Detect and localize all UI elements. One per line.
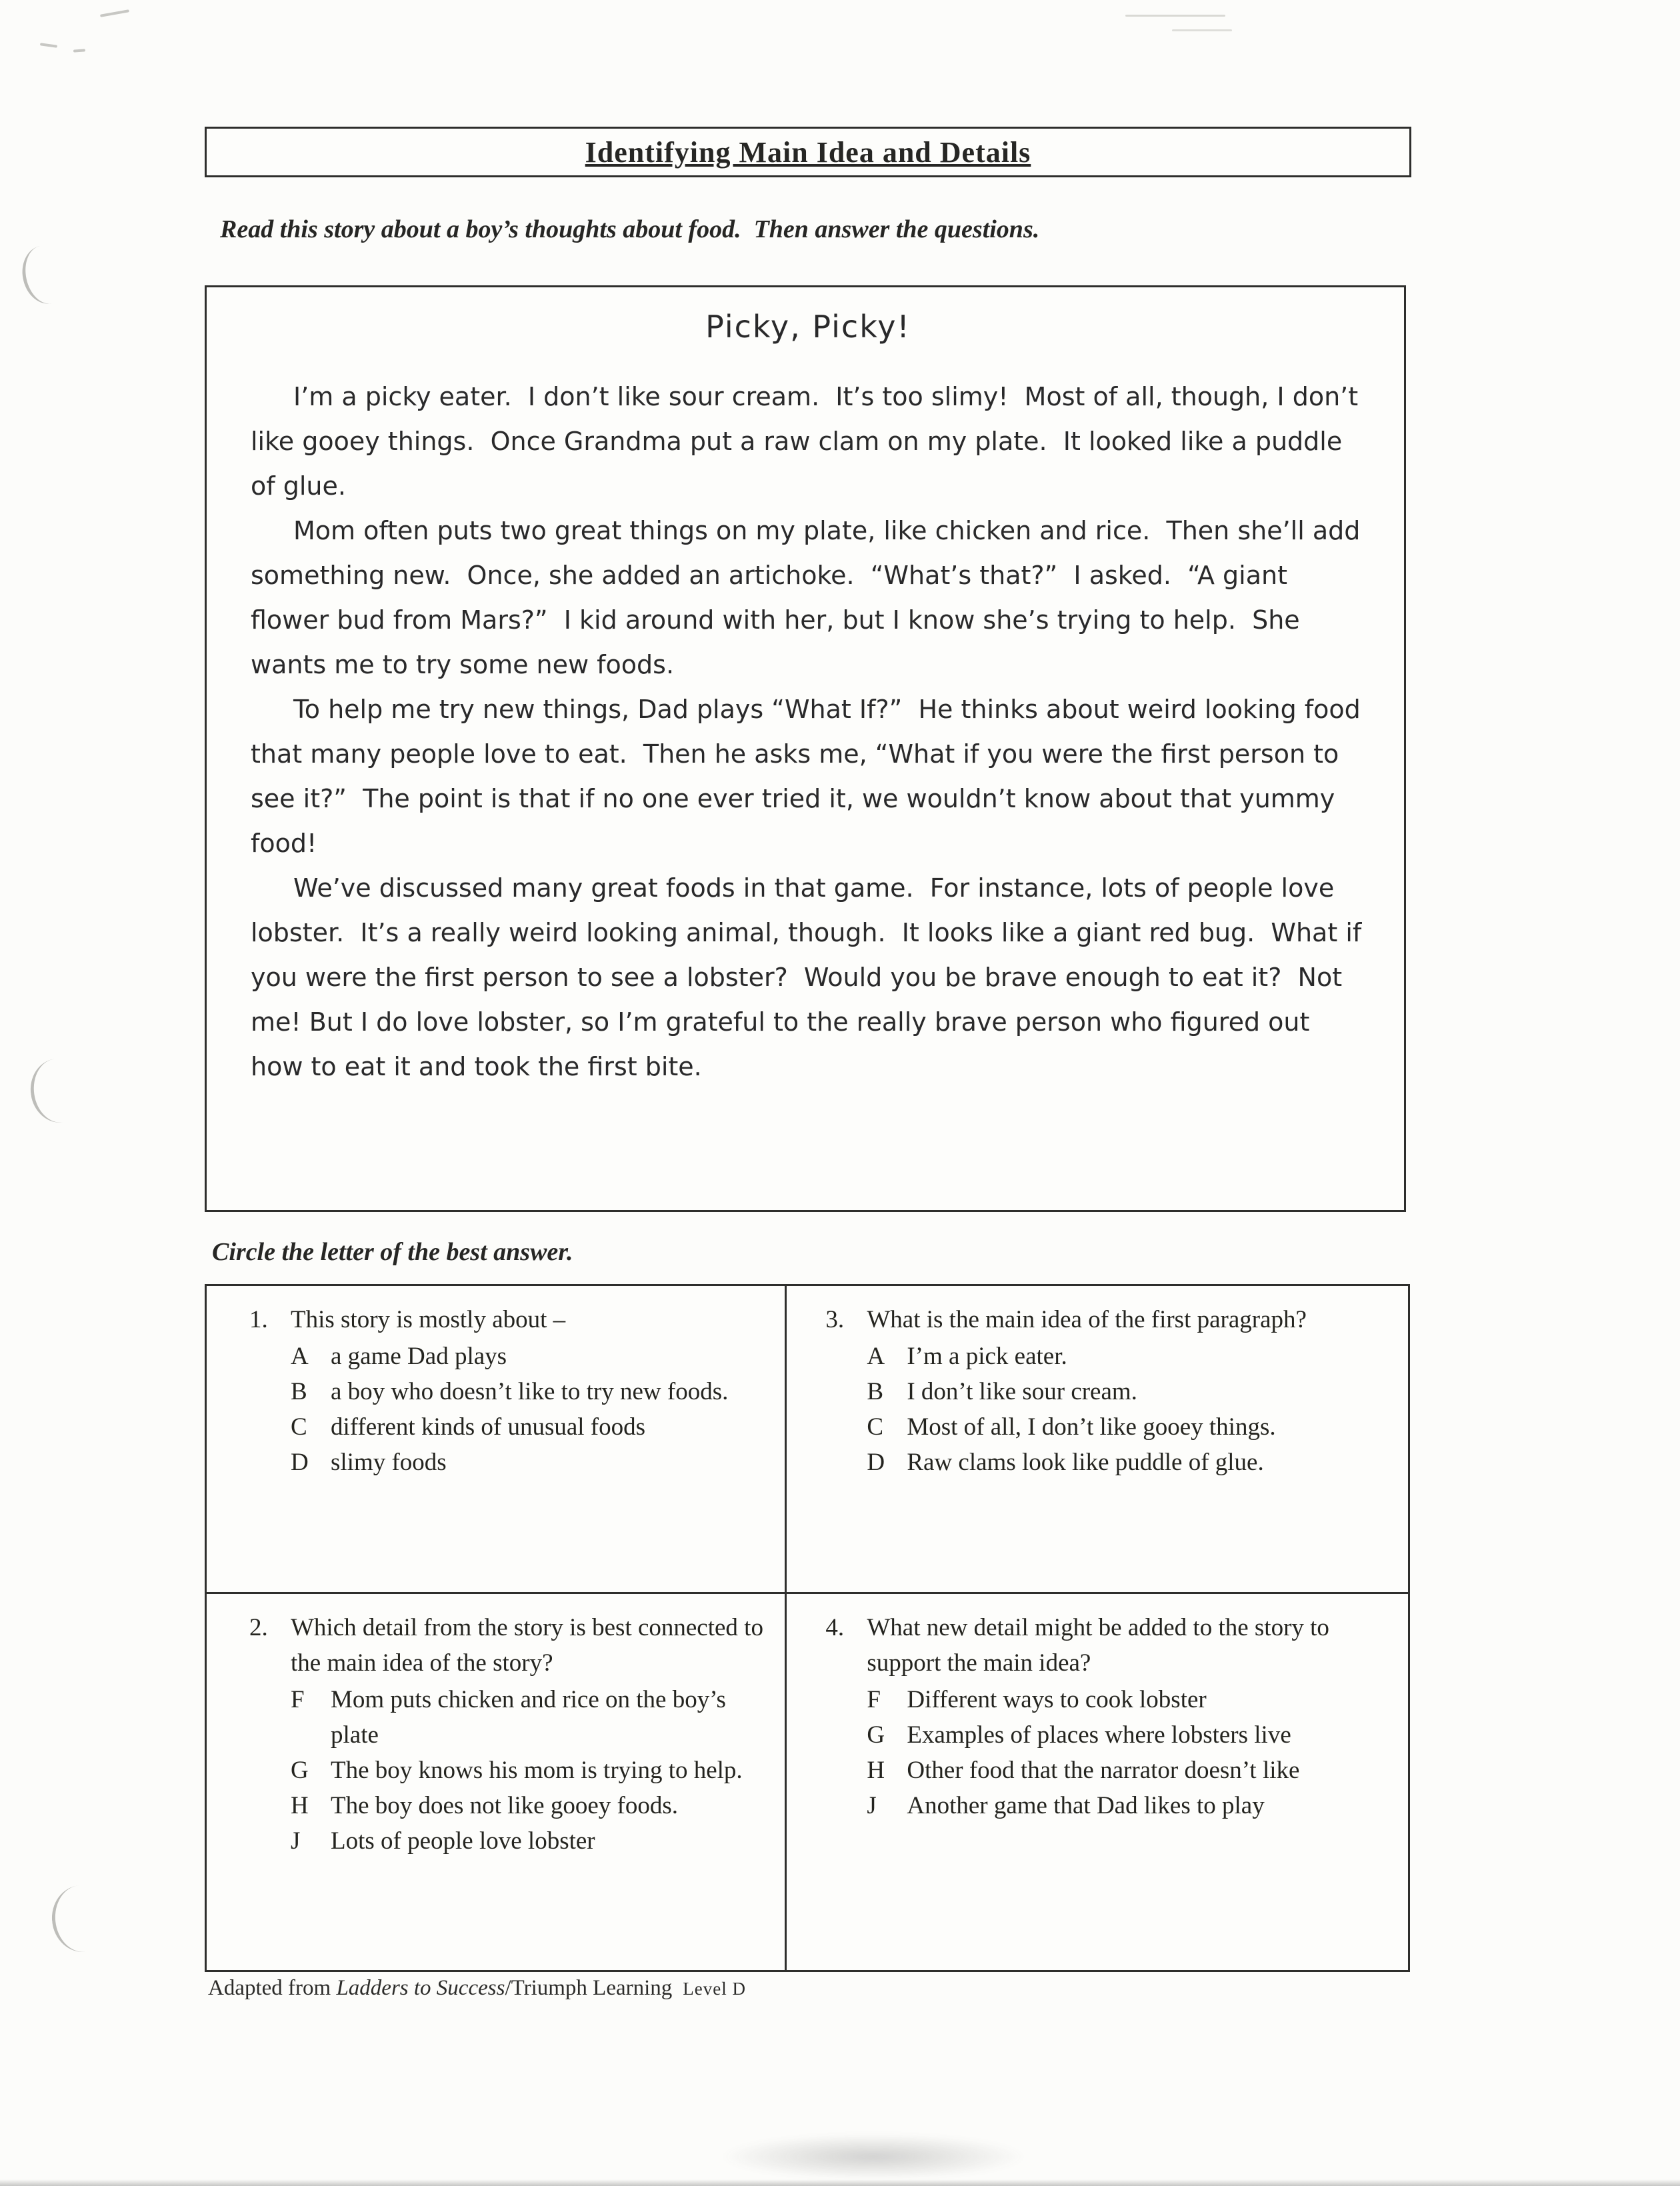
scan-artifact-pencil-mark	[73, 49, 85, 52]
question-1-choices	[291, 1339, 767, 1480]
question-4	[787, 1594, 1408, 1970]
page-title: Identifying Main Idea and Details	[585, 135, 1031, 169]
choice-letter: H	[291, 1791, 309, 1819]
choice-letter: C	[291, 1413, 307, 1441]
question-1	[207, 1286, 787, 1594]
question-1-head	[249, 1302, 767, 1337]
scan-artifact-curve	[49, 1883, 115, 1955]
choice-text: a game Dad plays	[331, 1343, 507, 1370]
attribution-suffix: /Triumph Learning	[505, 1976, 673, 2000]
choice-text: I don’t like sour cream.	[907, 1378, 1137, 1405]
choice-letter: F	[867, 1685, 881, 1713]
choice-letter: B	[291, 1378, 307, 1405]
choice-text: different kinds of unusual foods	[331, 1413, 646, 1441]
question-3	[787, 1286, 1408, 1594]
question-2-head	[249, 1610, 767, 1681]
story-paragraph: Mom often puts two great things on my plate, like chicken and rice. Then she’ll add something new. Once, she added an artichoke. “What’s that?” I asked. “A giant flower bud from Mars?” I kid around with her, but I know she’s trying to help. She wants me to try some new foods.	[251, 516, 1369, 680]
choice	[291, 1823, 767, 1859]
choice-text: Different ways to cook lobster	[907, 1685, 1207, 1713]
choice-letter: J	[867, 1791, 877, 1819]
choice-letter: D	[291, 1449, 309, 1476]
scan-artifact-smudge-line	[1125, 15, 1225, 17]
choice-letter: C	[867, 1413, 884, 1441]
choice	[867, 1445, 1391, 1480]
questions-table	[205, 1284, 1410, 1972]
question-number: 1.	[249, 1306, 268, 1333]
question-number: 2.	[249, 1613, 268, 1641]
question-4-head	[825, 1610, 1391, 1681]
scan-artifact-pencil-mark	[100, 9, 129, 17]
attribution-prefix: Adapted from	[208, 1976, 337, 2000]
choice-text: Another game that Dad likes to play	[907, 1791, 1265, 1819]
choice	[291, 1409, 767, 1445]
question-4-choices	[867, 1682, 1391, 1823]
choice	[867, 1717, 1391, 1753]
scan-edge-shadow	[0, 2179, 1680, 2186]
choice-text: Most of all, I don’t like gooey things.	[907, 1413, 1276, 1441]
story-paragraph: To help me try new things, Dad plays “What If?” He thinks about weird looking food that many people love to eat. Then he asks me, “What if you were the first person to see it?” The point is that if no one ever tried it, we wouldn’t know about that yummy food!	[251, 695, 1369, 859]
reading-instruction: Read this story about a boy’s thoughts about food. Then answer the questions.	[220, 215, 1040, 243]
choice	[291, 1682, 767, 1753]
choice-letter: G	[867, 1721, 885, 1749]
question-2	[207, 1594, 787, 1970]
choice-text: I’m a pick eater.	[907, 1343, 1067, 1370]
choice-text: The boy does not like gooey foods.	[331, 1791, 678, 1819]
scan-artifact-smudge-line	[1172, 29, 1232, 31]
choice	[867, 1788, 1391, 1823]
question-prompt: This story is mostly about –	[291, 1306, 566, 1333]
question-prompt: What is the main idea of the first paragraph?	[867, 1306, 1307, 1333]
choice	[291, 1788, 767, 1823]
choice	[291, 1445, 767, 1480]
choice	[291, 1374, 767, 1409]
question-number: 4.	[825, 1613, 845, 1641]
choice-text: Other food that the narrator doesn’t like	[907, 1756, 1300, 1784]
choice-letter: A	[867, 1343, 885, 1370]
story-paragraph: We’ve discussed many great foods in that game. For instance, lots of people love lobster. It’s a really weird looking animal, though. It looks like a giant red bug. What if you were the first person to see a lobster? Would you be brave enough to eat it? Not me! But I do love lobster, so I’m grateful to the really brave person who figured out how to eat it and took the first bite.	[251, 873, 1370, 1082]
choice	[867, 1374, 1391, 1409]
worksheet-title-box	[205, 127, 1411, 177]
choice	[291, 1339, 767, 1374]
choice	[867, 1753, 1391, 1788]
choice-text: slimy foods	[331, 1449, 447, 1476]
question-prompt: Which detail from the story is best connected to the main idea of the story?	[291, 1613, 763, 1677]
choice-letter: G	[291, 1756, 309, 1784]
answer-instruction: Circle the letter of the best answer.	[212, 1238, 573, 1266]
scan-artifact-curve	[27, 1055, 91, 1127]
choice-text: Mom puts chicken and rice on the boy’s plate	[331, 1685, 726, 1749]
choice-letter: H	[867, 1756, 885, 1784]
question-2-choices	[291, 1682, 767, 1859]
choice	[867, 1409, 1391, 1445]
choice-text: a boy who doesn’t like to try new foods.	[331, 1378, 729, 1405]
question-3-head	[825, 1302, 1391, 1337]
choice-letter: A	[291, 1343, 309, 1370]
choice	[867, 1682, 1391, 1717]
choice-letter: J	[291, 1827, 301, 1855]
story-paragraph: I’m a picky eater. I don’t like sour cream. It’s too slimy! Most of all, though, I don’t like gooey things. Once Grandma put a raw clam on my plate. It looked like a puddle of glue.	[251, 382, 1367, 501]
story-box	[205, 285, 1406, 1212]
choice-text: Lots of people love lobster	[331, 1827, 595, 1855]
attribution-source: Ladders to Success	[336, 1976, 505, 2000]
scan-artifact-curve	[17, 241, 75, 309]
story-title: Picky, Picky!	[705, 309, 911, 345]
attribution-level: Level D	[683, 1979, 747, 1999]
choice-text: Examples of places where lobsters live	[907, 1721, 1291, 1749]
scan-artifact-smudge	[720, 2133, 1027, 2180]
choice-letter: F	[291, 1685, 305, 1713]
source-attribution	[208, 1976, 746, 2001]
choice-letter: B	[867, 1378, 884, 1405]
choice-letter: D	[867, 1449, 885, 1476]
choice-text: The boy knows his mom is trying to help.	[331, 1756, 743, 1784]
scan-artifact-pencil-mark	[40, 43, 57, 48]
choice	[867, 1339, 1391, 1374]
question-number: 3.	[825, 1306, 845, 1333]
question-prompt: What new detail might be added to the story to support the main idea?	[867, 1613, 1329, 1677]
choice	[291, 1753, 767, 1788]
question-3-choices	[867, 1339, 1391, 1480]
choice-text: Raw clams look like puddle of glue.	[907, 1449, 1264, 1476]
